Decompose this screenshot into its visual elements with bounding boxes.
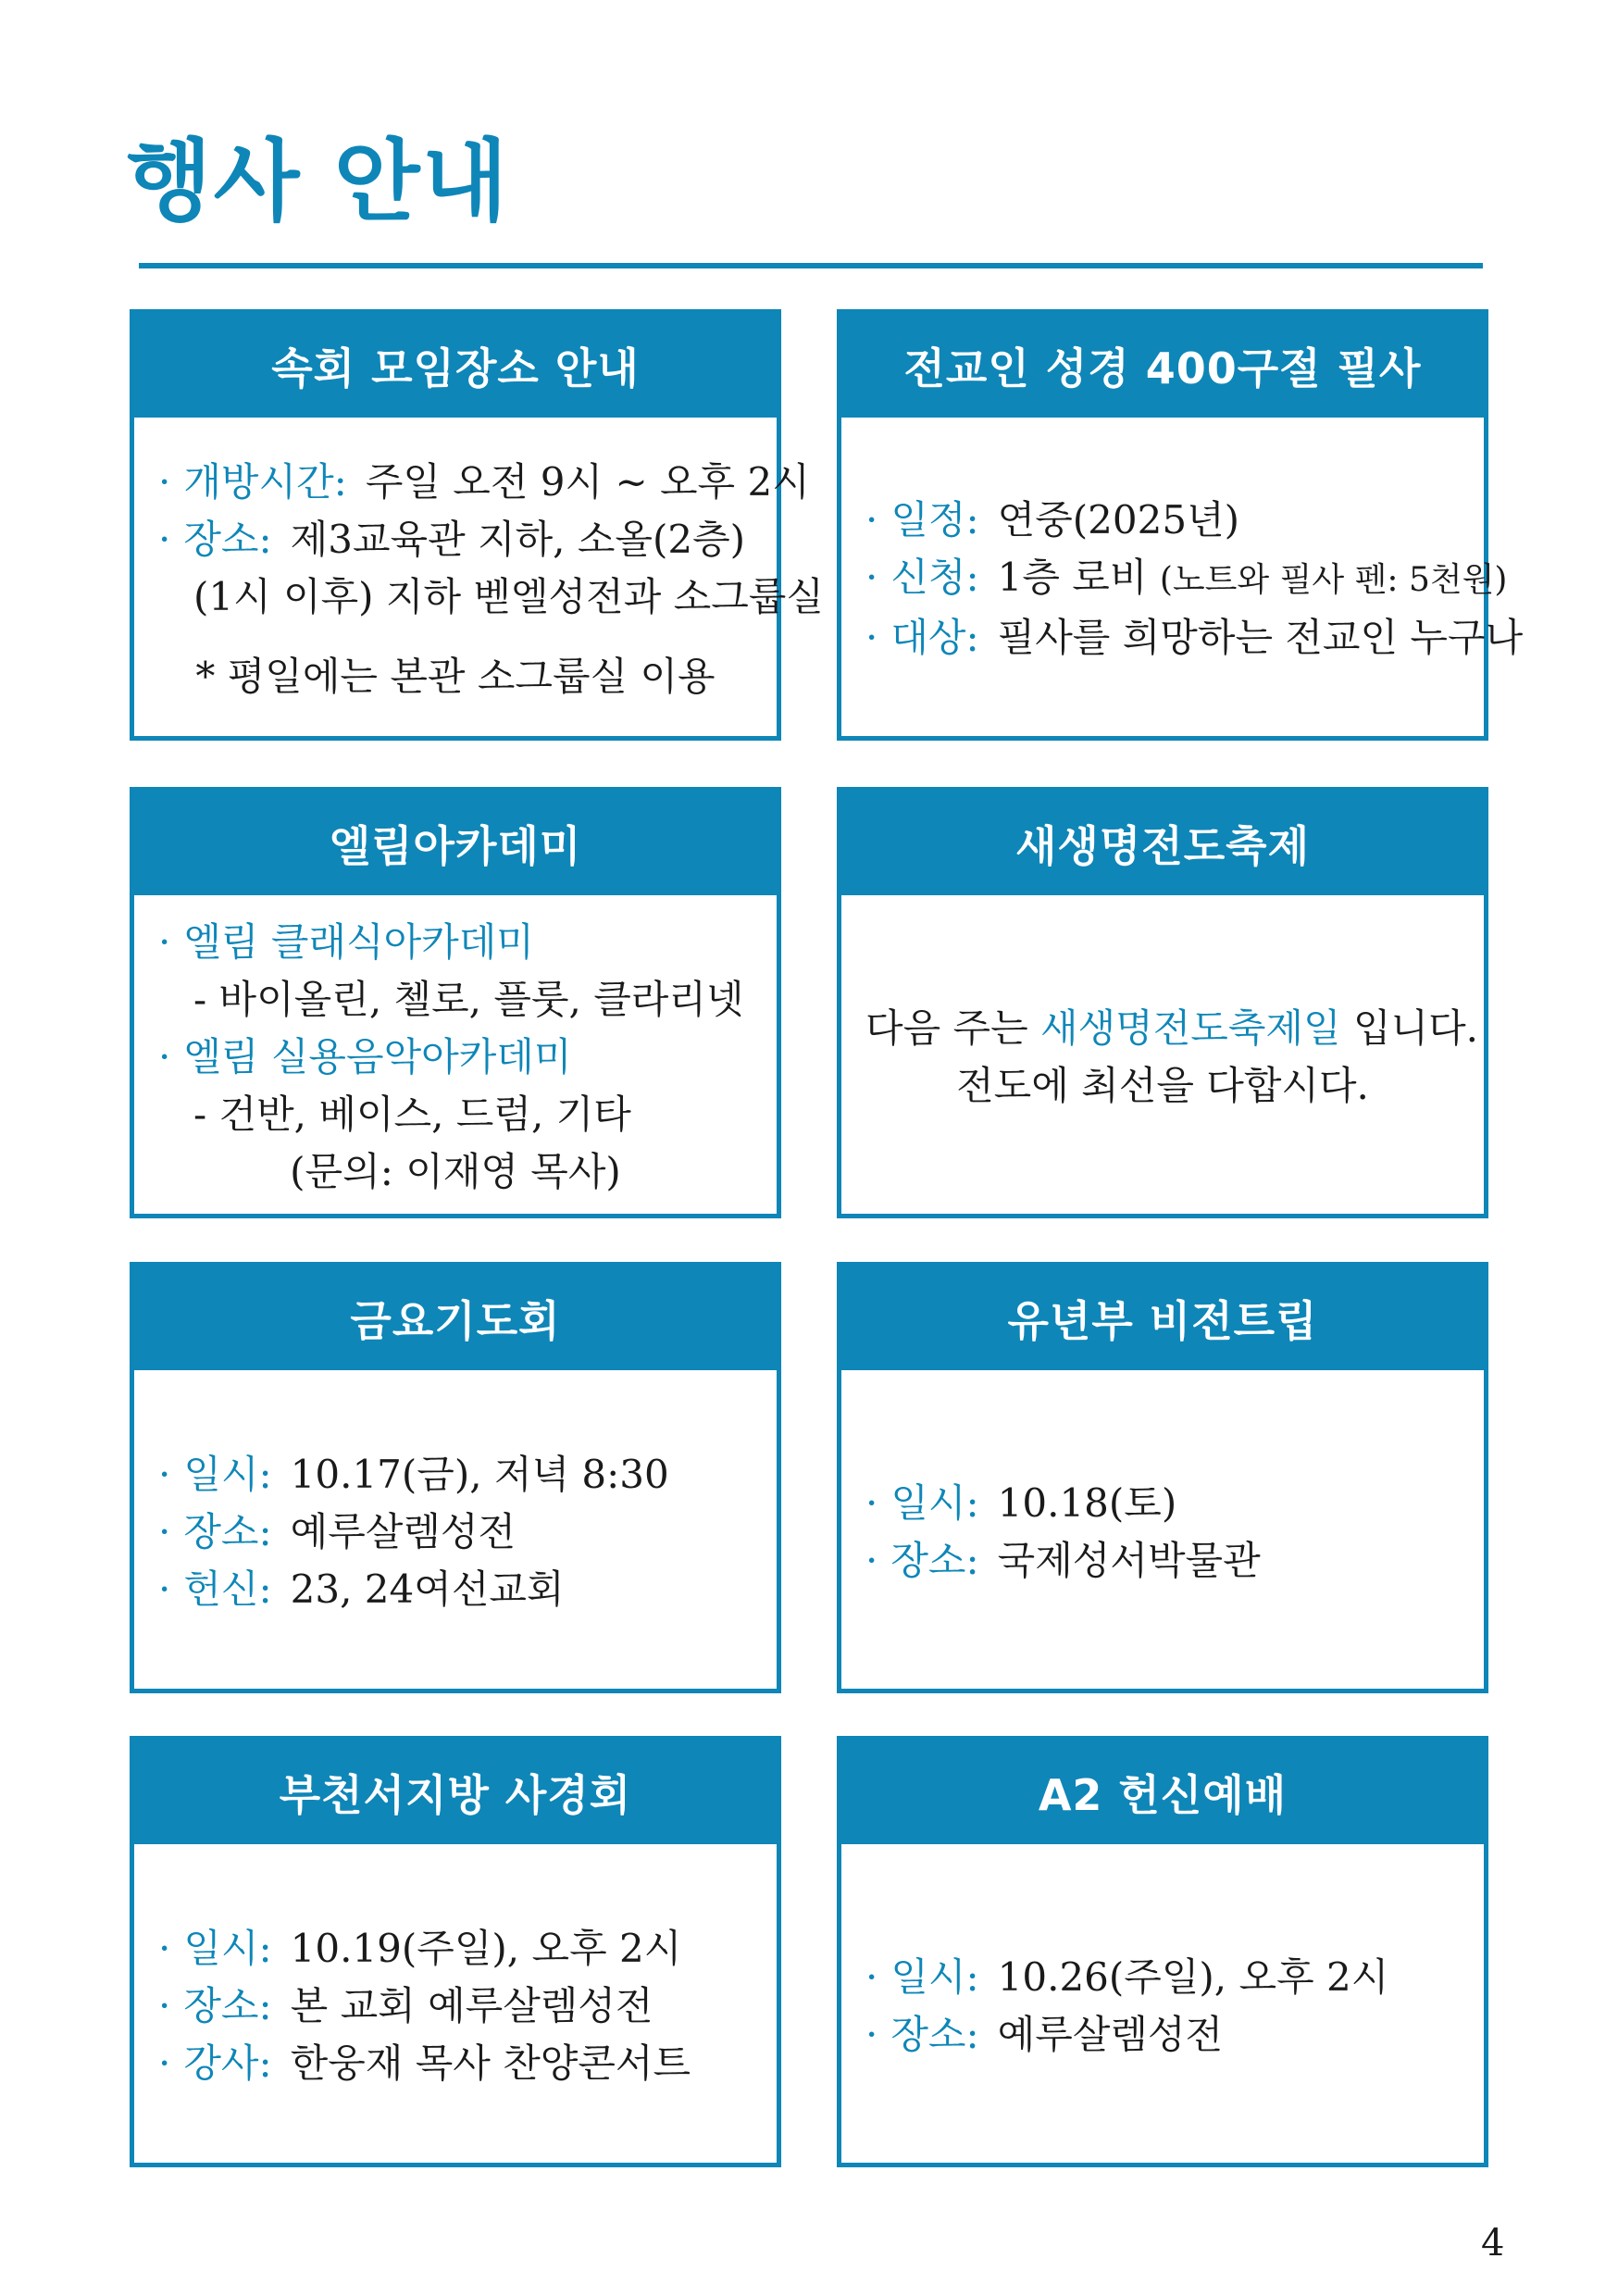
bullet-icon: · [865,1953,878,2000]
info-line-classic [158,914,753,971]
info-label: 엘림 클래식아카데미 [183,918,534,965]
info-line-announce [865,1000,1479,1057]
bullet-icon: · [865,615,878,660]
info-extra: (노트와 필사 펜: 5천원) [1159,561,1508,599]
info-value: 본 교회 예루살렘성전 [290,1982,653,2028]
info-line-place [158,1978,753,2035]
info-value: 예루살렘성전 [997,2011,1224,2057]
info-line-contact: (문의: 이재영 목사) [290,1148,621,1194]
info-label: 엘림 실용음악아카데미 [183,1033,572,1079]
info-line-date [158,1446,753,1504]
bullet-icon: · [158,1033,171,1079]
info-line-place [158,1504,753,1561]
bullet-icon: · [158,1566,171,1612]
card-title: 부천서지방 사경회 [134,1741,777,1844]
page-title: 행사 안내 [126,130,510,233]
info-label: 헌신: [183,1566,272,1612]
card-title: 금요기도회 [134,1267,777,1370]
card-vision-trip [837,1262,1488,1693]
bullet-icon: · [158,918,171,965]
info-label: 일시: [890,1479,979,1526]
bullet-icon: · [865,497,878,543]
info-text: 다음 주는 [865,1004,1028,1051]
card-title: 엘림아카데미 [134,792,777,895]
card-body [841,1370,1484,1693]
info-line-place [865,2006,1460,2064]
bullet-icon: · [158,2040,171,2086]
info-line-practical [158,1029,753,1086]
card-friday-prayer [130,1262,781,1693]
bullet-icon: · [158,1451,171,1497]
info-label: 신청: [890,555,979,600]
page-number: 4 [1481,2222,1505,2265]
bullet-icon: · [158,1925,171,1971]
info-label: 장소: [890,1537,979,1583]
info-line-hours [158,454,810,511]
card-body [134,418,824,741]
card-body [841,895,1484,1218]
info-line-date [865,1949,1460,2006]
info-line-schedule [865,492,1460,549]
info-value: 10.26(주일), 오후 2시 [997,1953,1389,2000]
info-label: 장소: [183,1508,272,1554]
info-line-target [865,609,1524,667]
info-label: 장소: [183,516,272,562]
card-district-revival [130,1736,781,2167]
info-value: 제3교육관 지하, 소올(2층) [290,516,746,562]
info-value: 연중(2025년) [997,497,1240,543]
info-value: 1층 로비 [997,555,1148,600]
card-bible-transcription [837,309,1524,741]
bullet-icon: · [865,555,878,600]
card-body [134,1370,777,1693]
info-highlight: 새생명전도축제일 [1040,1004,1341,1051]
card-title: A2 헌신예배 [841,1741,1484,1844]
info-line-date [865,1475,1460,1532]
info-value: 23, 24여선교회 [290,1566,565,1612]
info-line-date [158,1920,753,1978]
info-label: 장소: [890,2011,979,2057]
info-label: 일시: [890,1953,979,2000]
card-body [841,1844,1484,2167]
card-title: 전교인 성경 400구절 필사 [841,314,1484,418]
info-line-dedication [158,1561,753,1618]
info-line-place-after: (1시 이후) 지하 벧엘성전과 소그룹실 [193,573,824,619]
info-label: 일시: [183,1451,272,1497]
info-label: 일시: [183,1925,272,1971]
info-text: 입니다. [1352,1004,1479,1051]
card-cell-meeting-place [130,309,824,741]
info-line-apply [865,549,1508,609]
card-body [841,418,1524,741]
card-evangelism-festival [837,787,1488,1218]
info-line-speaker [158,2035,753,2092]
info-value: 10.19(주일), 오후 2시 [290,1925,682,1971]
info-value: 10.18(토) [997,1479,1177,1526]
info-line-encourage: 전도에 최선을 다합시다. [956,1062,1369,1108]
bullet-icon: · [158,1508,171,1554]
info-value: 10.17(금), 저녁 8:30 [290,1451,669,1497]
info-line-place [865,1532,1460,1590]
bullet-icon: · [158,516,171,562]
bullet-icon: · [865,2011,878,2057]
info-label: 강사: [183,2040,272,2086]
info-label: 개방시간: [183,458,347,505]
card-body [134,1844,777,2167]
info-line-practical-list: - 건반, 베이스, 드럼, 기타 [193,1091,631,1137]
info-value: 국제성서박물관 [997,1537,1261,1583]
info-value: 한웅재 목사 찬양콘서트 [290,2040,691,2086]
info-label: 장소: [183,1982,272,2028]
info-line-place [158,511,753,568]
bullet-icon: · [158,458,171,505]
info-line-classic-list: - 바이올린, 첼로, 플룻, 클라리넷 [193,976,744,1022]
bullet-icon: · [158,1982,171,2028]
info-value: 주일 오전 9시 ~ 오후 2시 [365,458,810,505]
bullet-icon: · [865,1537,878,1583]
info-value: 필사를 희망하는 전교인 누구나 [997,615,1524,660]
title-divider [139,263,1483,268]
card-elim-academy [130,787,781,1218]
card-title: 유년부 비전트립 [841,1267,1484,1370]
info-label: 일정: [890,497,979,543]
card-title: 속회 모임장소 안내 [134,314,777,418]
info-value: 예루살렘성전 [290,1508,517,1554]
card-a2-service [837,1736,1488,2167]
card-note: * 평일에는 본관 소그룹실 이용 [195,653,716,699]
info-label: 대상: [890,615,979,660]
bullet-icon: · [865,1479,878,1526]
card-title: 새생명전도축제 [841,792,1484,895]
card-body [134,895,777,1218]
